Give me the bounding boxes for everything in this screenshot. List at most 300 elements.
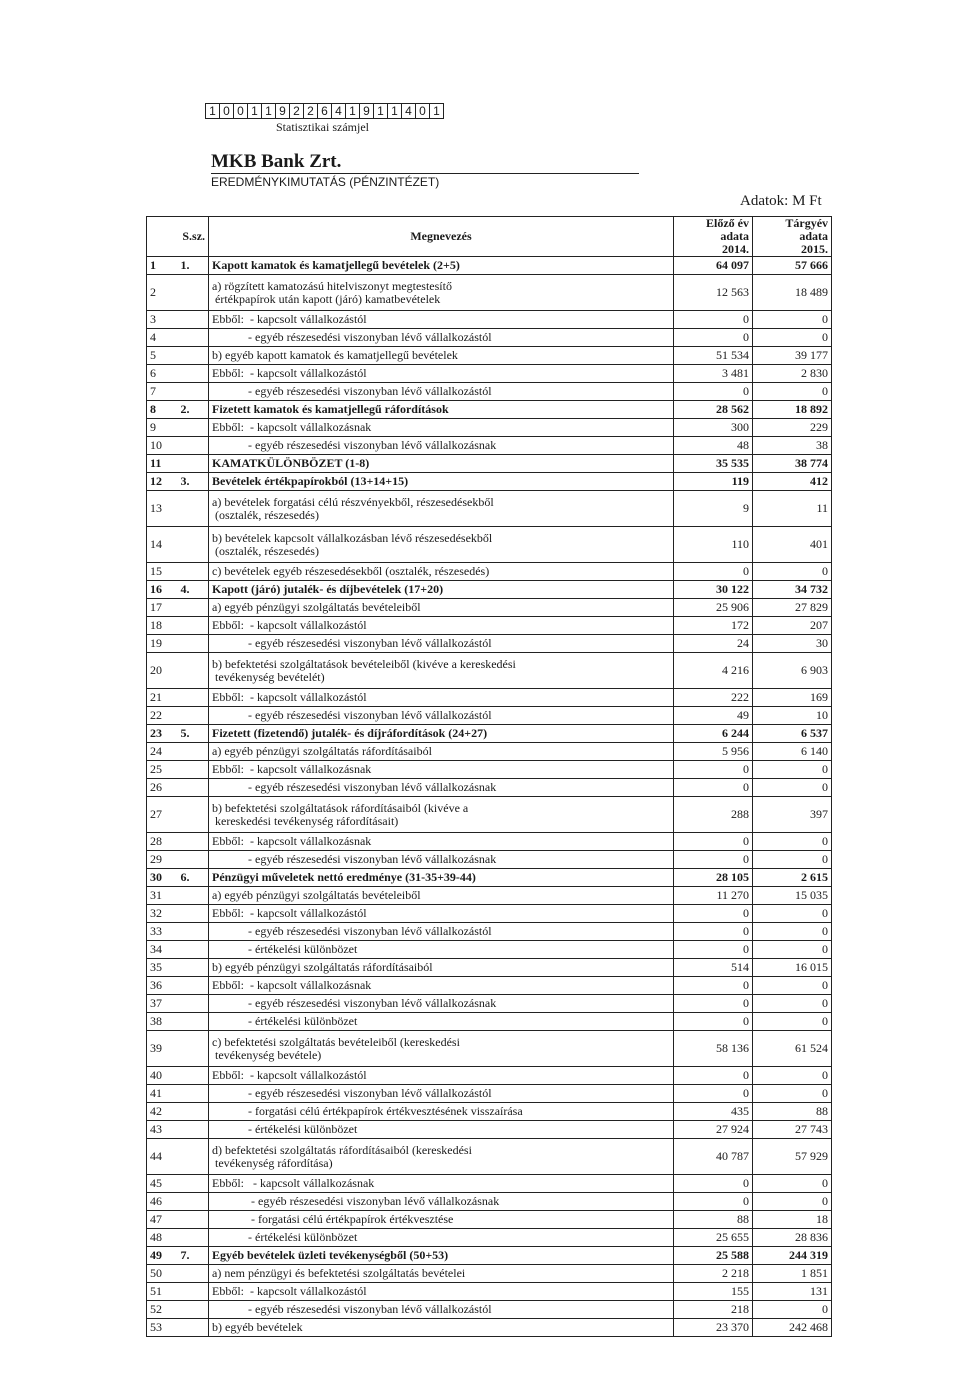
value-current-year: 57 666 <box>753 257 832 275</box>
table-row <box>147 977 832 995</box>
row-label: Ebből: - kapcsolt vállalkozástól <box>209 1067 674 1085</box>
table-row <box>147 1031 832 1067</box>
table-row <box>147 491 832 527</box>
row-label: Ebből: - kapcsolt vállalkozásnak <box>209 761 674 779</box>
table-row <box>147 761 832 779</box>
section-number <box>178 1319 209 1337</box>
section-number <box>178 311 209 329</box>
income-statement-table <box>146 216 832 1337</box>
stat-code-digit: 1 <box>261 103 276 119</box>
section-number <box>178 995 209 1013</box>
value-current-year: 0 <box>753 1175 832 1193</box>
value-prev-year: 0 <box>674 1085 753 1103</box>
stat-code-digit: 1 <box>387 103 402 119</box>
row-label: KAMATKÜLÖNBÖZET (1-8) <box>209 455 674 473</box>
stat-code-digit: 0 <box>219 103 234 119</box>
value-current-year: 401 <box>753 527 832 563</box>
row-number: 42 <box>147 1103 178 1121</box>
value-current-year: 34 732 <box>753 581 832 599</box>
row-number: 5 <box>147 347 178 365</box>
section-number <box>178 437 209 455</box>
section-number <box>178 1265 209 1283</box>
value-current-year: 0 <box>753 905 832 923</box>
table-row <box>147 1139 832 1175</box>
table-row <box>147 599 832 617</box>
table-row <box>147 725 832 743</box>
row-label: b) bevételek kapcsolt vállalkozásban lévő részesedésekből (osztalék, részesedés) <box>209 527 674 563</box>
value-current-year: 30 <box>753 635 832 653</box>
row-label: a) egyéb pénzügyi szolgáltatás bevételeiből <box>209 887 674 905</box>
table-row <box>147 905 832 923</box>
stat-code-digit: 4 <box>331 103 346 119</box>
row-label: b) befektetési szolgáltatások ráfordításaiból (kivéve a kereskedési tevékenység ráfordításait) <box>209 797 674 833</box>
value-prev-year: 64 097 <box>674 257 753 275</box>
value-current-year: 11 <box>753 491 832 527</box>
value-prev-year: 0 <box>674 311 753 329</box>
section-number <box>178 959 209 977</box>
row-number: 8 <box>147 401 178 419</box>
section-number: 3. <box>178 473 209 491</box>
value-current-year: 0 <box>753 383 832 401</box>
row-number: 44 <box>147 1139 178 1175</box>
row-label: Ebből: - kapcsolt vállalkozástól <box>209 365 674 383</box>
row-number: 34 <box>147 941 178 959</box>
table-row <box>147 1085 832 1103</box>
value-prev-year: 0 <box>674 383 753 401</box>
row-number: 35 <box>147 959 178 977</box>
row-label: Ebből: - kapcsolt vállalkozásnak <box>209 419 674 437</box>
section-number <box>178 1193 209 1211</box>
stat-code-digit: 2 <box>303 103 318 119</box>
value-prev-year: 6 244 <box>674 725 753 743</box>
section-number <box>178 851 209 869</box>
value-current-year: 242 468 <box>753 1319 832 1337</box>
value-current-year: 88 <box>753 1103 832 1121</box>
row-label: Fizetett kamatok és kamatjellegű ráfordítások <box>209 401 674 419</box>
row-number: 13 <box>147 491 178 527</box>
section-number <box>178 1229 209 1247</box>
value-prev-year: 23 370 <box>674 1319 753 1337</box>
table-row <box>147 743 832 761</box>
value-prev-year: 218 <box>674 1301 753 1319</box>
stat-label: Statisztikai számjel <box>276 120 369 134</box>
table-row <box>147 941 832 959</box>
table-row <box>147 995 832 1013</box>
row-label: - értékelési különbözet <box>209 1229 674 1247</box>
row-number: 26 <box>147 779 178 797</box>
row-label: d) befektetési szolgáltatás ráfordításaiból (kereskedési tevékenység ráfordítása) <box>209 1139 674 1175</box>
section-number <box>178 1067 209 1085</box>
value-current-year: 169 <box>753 689 832 707</box>
value-prev-year: 435 <box>674 1103 753 1121</box>
row-label: - egyéb részesedési viszonyban lévő vállalkozástól <box>209 1301 674 1319</box>
value-prev-year: 12 563 <box>674 275 753 311</box>
section-number <box>178 1211 209 1229</box>
table-row <box>147 1283 832 1301</box>
row-label: c) bevételek egyéb részesedésekből (osztalék, részesedés) <box>209 563 674 581</box>
section-number: 4. <box>178 581 209 599</box>
row-number: 49 <box>147 1247 178 1265</box>
row-label: c) befektetési szolgáltatás bevételeiből (kereskedési tevékenység bevétele) <box>209 1031 674 1067</box>
value-prev-year: 0 <box>674 1067 753 1085</box>
row-number: 40 <box>147 1067 178 1085</box>
table-row <box>147 347 832 365</box>
title-rule <box>211 173 639 174</box>
value-current-year: 0 <box>753 923 832 941</box>
section-number <box>178 491 209 527</box>
value-prev-year: 0 <box>674 1193 753 1211</box>
row-label: - egyéb részesedési viszonyban lévő vállalkozásnak <box>209 779 674 797</box>
value-current-year: 15 035 <box>753 887 832 905</box>
table-row <box>147 473 832 491</box>
table-row <box>147 851 832 869</box>
section-number <box>178 1103 209 1121</box>
value-current-year: 131 <box>753 1283 832 1301</box>
row-label: Ebből: - kapcsolt vállalkozástól <box>209 311 674 329</box>
value-current-year: 244 319 <box>753 1247 832 1265</box>
row-label: b) befektetési szolgáltatások bevételeiből (kivéve a kereskedési tevékenység bevételét) <box>209 653 674 689</box>
value-prev-year: 0 <box>674 761 753 779</box>
row-number: 33 <box>147 923 178 941</box>
value-current-year: 18 489 <box>753 275 832 311</box>
value-prev-year: 0 <box>674 779 753 797</box>
value-current-year: 27 829 <box>753 599 832 617</box>
value-prev-year: 172 <box>674 617 753 635</box>
section-number <box>178 923 209 941</box>
value-current-year: 0 <box>753 851 832 869</box>
value-prev-year: 88 <box>674 1211 753 1229</box>
section-number <box>178 419 209 437</box>
value-current-year: 0 <box>753 1067 832 1085</box>
row-number: 45 <box>147 1175 178 1193</box>
value-prev-year: 35 535 <box>674 455 753 473</box>
section-number <box>178 905 209 923</box>
value-current-year: 0 <box>753 977 832 995</box>
row-number: 53 <box>147 1319 178 1337</box>
section-number <box>178 743 209 761</box>
value-current-year: 0 <box>753 1013 832 1031</box>
section-number: 1. <box>178 257 209 275</box>
section-number <box>178 383 209 401</box>
table-row <box>147 1265 832 1283</box>
value-current-year: 0 <box>753 1193 832 1211</box>
row-label: - egyéb részesedési viszonyban lévő vállalkozásnak <box>209 851 674 869</box>
table-row <box>147 779 832 797</box>
units-label: Adatok: M Ft <box>740 193 822 209</box>
stat-code-digit: 0 <box>415 103 430 119</box>
col-header-ssz: S.sz. <box>147 217 209 257</box>
row-label: - egyéb részesedési viszonyban lévő vállalkozástól <box>209 383 674 401</box>
table-row <box>147 329 832 347</box>
row-number: 39 <box>147 1031 178 1067</box>
stat-code-digit: 2 <box>289 103 304 119</box>
company-name: MKB Bank Zrt. <box>211 151 342 172</box>
value-prev-year: 48 <box>674 437 753 455</box>
value-prev-year: 222 <box>674 689 753 707</box>
value-prev-year: 300 <box>674 419 753 437</box>
table-row <box>147 887 832 905</box>
table-row <box>147 401 832 419</box>
row-number: 2 <box>147 275 178 311</box>
table-row <box>147 437 832 455</box>
value-current-year: 0 <box>753 761 832 779</box>
table-row <box>147 275 832 311</box>
value-prev-year: 0 <box>674 995 753 1013</box>
value-prev-year: 11 270 <box>674 887 753 905</box>
value-current-year: 0 <box>753 995 832 1013</box>
row-number: 24 <box>147 743 178 761</box>
value-prev-year: 58 136 <box>674 1031 753 1067</box>
table-row <box>147 1211 832 1229</box>
row-number: 36 <box>147 977 178 995</box>
row-number: 12 <box>147 473 178 491</box>
table-row <box>147 455 832 473</box>
row-number: 7 <box>147 383 178 401</box>
col-header-curr: Tárgyév adata 2015. <box>753 217 832 257</box>
value-current-year: 0 <box>753 311 832 329</box>
value-prev-year: 40 787 <box>674 1139 753 1175</box>
table-row <box>147 869 832 887</box>
value-current-year: 39 177 <box>753 347 832 365</box>
value-current-year: 6 140 <box>753 743 832 761</box>
row-label: Ebből: - kapcsolt vállalkozástól <box>209 617 674 635</box>
value-current-year: 38 774 <box>753 455 832 473</box>
value-prev-year: 4 216 <box>674 653 753 689</box>
row-label: b) egyéb bevételek <box>209 1319 674 1337</box>
section-number <box>178 365 209 383</box>
row-label: Ebből: - kapcsolt vállalkozásnak <box>209 1175 674 1193</box>
section-number <box>178 527 209 563</box>
row-number: 38 <box>147 1013 178 1031</box>
table-row <box>147 1301 832 1319</box>
value-current-year: 1 851 <box>753 1265 832 1283</box>
table-row <box>147 527 832 563</box>
row-number: 37 <box>147 995 178 1013</box>
value-prev-year: 0 <box>674 329 753 347</box>
row-number: 17 <box>147 599 178 617</box>
value-prev-year: 155 <box>674 1283 753 1301</box>
table-row <box>147 797 832 833</box>
section-number <box>178 689 209 707</box>
value-prev-year: 25 588 <box>674 1247 753 1265</box>
row-number: 27 <box>147 797 178 833</box>
value-current-year: 397 <box>753 797 832 833</box>
row-label: - egyéb részesedési viszonyban lévő vállalkozástól <box>209 329 674 347</box>
table-row <box>147 617 832 635</box>
row-number: 48 <box>147 1229 178 1247</box>
section-number <box>178 599 209 617</box>
stat-code-digit: 6 <box>317 103 332 119</box>
row-number: 41 <box>147 1085 178 1103</box>
row-number: 10 <box>147 437 178 455</box>
section-number <box>178 653 209 689</box>
table-row <box>147 419 832 437</box>
table-row <box>147 689 832 707</box>
row-label: a) rögzített kamatozású hitelviszonyt megtestesítő értékpapírok után kapott (járó) kamatbevételek <box>209 275 674 311</box>
value-prev-year: 2 218 <box>674 1265 753 1283</box>
value-prev-year: 0 <box>674 977 753 995</box>
section-number <box>178 347 209 365</box>
row-number: 1 <box>147 257 178 275</box>
section-number <box>178 977 209 995</box>
row-label: - értékelési különbözet <box>209 1121 674 1139</box>
row-label: Bevételek értékpapírokból (13+14+15) <box>209 473 674 491</box>
row-label: - értékelési különbözet <box>209 1013 674 1031</box>
section-number <box>178 1121 209 1139</box>
row-number: 32 <box>147 905 178 923</box>
table-row <box>147 1319 832 1337</box>
value-prev-year: 0 <box>674 923 753 941</box>
row-label: Kapott (járó) jutalék- és díjbevételek (17+20) <box>209 581 674 599</box>
row-label: - egyéb részesedési viszonyban lévő vállalkozástól <box>209 1085 674 1103</box>
row-number: 25 <box>147 761 178 779</box>
table-row <box>147 257 832 275</box>
row-label: Ebből: - kapcsolt vállalkozástól <box>209 689 674 707</box>
value-prev-year: 0 <box>674 851 753 869</box>
value-prev-year: 28 105 <box>674 869 753 887</box>
value-current-year: 6 903 <box>753 653 832 689</box>
table-row <box>147 959 832 977</box>
value-prev-year: 0 <box>674 941 753 959</box>
value-current-year: 0 <box>753 563 832 581</box>
section-number: 5. <box>178 725 209 743</box>
stat-code-digit: 1 <box>345 103 360 119</box>
stat-code-digit: 9 <box>359 103 374 119</box>
table-body <box>147 257 832 1337</box>
col-header-name: Megnevezés <box>209 217 674 257</box>
value-prev-year: 25 906 <box>674 599 753 617</box>
row-number: 46 <box>147 1193 178 1211</box>
value-current-year: 0 <box>753 941 832 959</box>
row-label: - egyéb részesedési viszonyban lévő vállalkozásnak <box>209 437 674 455</box>
table-row <box>147 581 832 599</box>
row-number: 43 <box>147 1121 178 1139</box>
row-label: a) egyéb pénzügyi szolgáltatás ráfordításaiból <box>209 743 674 761</box>
stat-code-digit: 0 <box>233 103 248 119</box>
row-label: Pénzügyi műveletek nettó eredménye (31-35+39-44) <box>209 869 674 887</box>
row-number: 11 <box>147 455 178 473</box>
value-prev-year: 0 <box>674 905 753 923</box>
row-label: Egyéb bevételek üzleti tevékenységből (50+53) <box>209 1247 674 1265</box>
value-prev-year: 28 562 <box>674 401 753 419</box>
section-number <box>178 1013 209 1031</box>
section-number <box>178 455 209 473</box>
value-current-year: 18 892 <box>753 401 832 419</box>
section-number <box>178 941 209 959</box>
section-number <box>178 275 209 311</box>
row-number: 50 <box>147 1265 178 1283</box>
section-number <box>178 779 209 797</box>
section-number <box>178 1283 209 1301</box>
table-row <box>147 365 832 383</box>
section-number <box>178 329 209 347</box>
table-row <box>147 311 832 329</box>
row-number: 29 <box>147 851 178 869</box>
section-number <box>178 1301 209 1319</box>
table-row <box>147 1121 832 1139</box>
row-number: 14 <box>147 527 178 563</box>
value-prev-year: 514 <box>674 959 753 977</box>
row-label: - forgatási célú értékpapírok értékvesztésének visszaírása <box>209 1103 674 1121</box>
row-number: 31 <box>147 887 178 905</box>
row-label: - egyéb részesedési viszonyban lévő vállalkozásnak <box>209 1193 674 1211</box>
value-prev-year: 25 655 <box>674 1229 753 1247</box>
stat-code-digit: 1 <box>429 103 444 119</box>
row-number: 4 <box>147 329 178 347</box>
table-row <box>147 563 832 581</box>
section-number: 7. <box>178 1247 209 1265</box>
section-number <box>178 1175 209 1193</box>
section-number <box>178 707 209 725</box>
section-number <box>178 833 209 851</box>
table-row <box>147 1229 832 1247</box>
value-current-year: 207 <box>753 617 832 635</box>
section-number <box>178 1085 209 1103</box>
table-row <box>147 707 832 725</box>
row-number: 51 <box>147 1283 178 1301</box>
row-number: 52 <box>147 1301 178 1319</box>
row-label: b) egyéb pénzügyi szolgáltatás ráfordításaiból <box>209 959 674 977</box>
section-number <box>178 635 209 653</box>
table-row <box>147 635 832 653</box>
table-row <box>147 833 832 851</box>
value-current-year: 412 <box>753 473 832 491</box>
row-number: 6 <box>147 365 178 383</box>
row-number: 47 <box>147 1211 178 1229</box>
section-number <box>178 563 209 581</box>
value-current-year: 61 524 <box>753 1031 832 1067</box>
table-row <box>147 1103 832 1121</box>
report-subtitle: EREDMÉNYKIMUTATÁS (PÉNZINTÉZET) <box>211 175 440 189</box>
row-label: - egyéb részesedési viszonyban lévő vállalkozástól <box>209 635 674 653</box>
value-current-year: 18 <box>753 1211 832 1229</box>
table-row <box>147 1175 832 1193</box>
table-row <box>147 923 832 941</box>
value-prev-year: 49 <box>674 707 753 725</box>
table-row <box>147 1013 832 1031</box>
section-number <box>178 887 209 905</box>
value-prev-year: 9 <box>674 491 753 527</box>
col-header-prev: Előző év adata 2014. <box>674 217 753 257</box>
row-number: 19 <box>147 635 178 653</box>
row-label: Ebből: - kapcsolt vállalkozástól <box>209 1283 674 1301</box>
section-number <box>178 761 209 779</box>
row-label: - forgatási célú értékpapírok értékvesztése <box>209 1211 674 1229</box>
table-row <box>147 383 832 401</box>
row-label: - egyéb részesedési viszonyban lévő vállalkozástól <box>209 923 674 941</box>
value-prev-year: 51 534 <box>674 347 753 365</box>
section-number <box>178 1031 209 1067</box>
value-prev-year: 0 <box>674 563 753 581</box>
stat-code-digit: 4 <box>401 103 416 119</box>
stat-code-digit: 9 <box>275 103 290 119</box>
value-current-year: 2 830 <box>753 365 832 383</box>
value-prev-year: 119 <box>674 473 753 491</box>
value-current-year: 10 <box>753 707 832 725</box>
value-prev-year: 3 481 <box>674 365 753 383</box>
stat-code-digit: 1 <box>205 103 220 119</box>
row-number: 15 <box>147 563 178 581</box>
row-number: 21 <box>147 689 178 707</box>
value-current-year: 28 836 <box>753 1229 832 1247</box>
table-row <box>147 653 832 689</box>
value-current-year: 0 <box>753 833 832 851</box>
value-prev-year: 0 <box>674 1013 753 1031</box>
section-number <box>178 1139 209 1175</box>
row-number: 3 <box>147 311 178 329</box>
value-prev-year: 0 <box>674 833 753 851</box>
stat-code-digit: 1 <box>373 103 388 119</box>
